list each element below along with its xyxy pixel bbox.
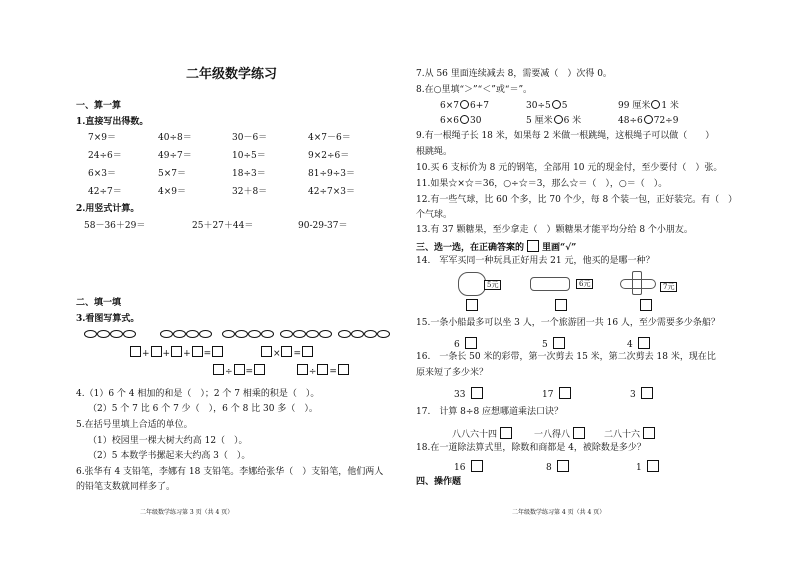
compare-circle[interactable]	[554, 115, 563, 124]
calc-item: 49÷7＝	[158, 151, 192, 161]
calc-item: 9×2÷6＝	[308, 151, 350, 161]
q18: 18.在一道除法算式里，除数和商都是 4，被除数是多少？	[416, 443, 646, 453]
compare-circle[interactable]	[552, 100, 561, 109]
calc-item: 4×9＝	[158, 187, 186, 197]
q5-line-1: （1）校园里一棵大树大约高 12（ ）。	[88, 436, 248, 446]
q13: 13.有 37 颗糖果，至少拿走（ ）颗糖果才能平均分给 8 个小朋友。	[416, 225, 693, 235]
equals-sign: =	[203, 349, 212, 359]
q3-heading: 3.看图写算式。	[76, 314, 140, 324]
section-1-heading: 一、算一算	[76, 101, 122, 111]
divide-sign: ÷	[308, 367, 317, 377]
q10: 10.买 6 支标价为 8 元的钢笔，全部用 10 元的现金付，至少要付（ ）张。	[416, 163, 723, 173]
q17-option-3: 二八十六	[604, 427, 655, 441]
q18-option-1: 16	[454, 460, 483, 474]
calc-item: 81÷9÷3＝	[308, 169, 355, 179]
q7: 7.从 56 里面连续减去 8，需要减（ ）次得 0。	[416, 69, 612, 79]
compare-item: 30÷5 5	[526, 101, 568, 111]
section-4-heading: 四、操作题	[416, 477, 462, 487]
answer-checkbox[interactable]	[559, 387, 571, 399]
page-title: 二年级数学练习	[186, 67, 278, 82]
ring-icon	[293, 330, 306, 338]
ring-icon	[110, 330, 123, 338]
q14: 14. 军军买同一种玩具正好用去 21 元，他买的是哪一种？	[416, 256, 655, 266]
q12-line-1: 12.有一些气球，比 60 个多，比 70 个少，每 8 个装一包，正好装完。有（ ）	[416, 195, 738, 205]
answer-checkbox[interactable]	[555, 299, 567, 311]
ring-icon	[84, 330, 97, 338]
equation-row-1	[129, 346, 314, 360]
section-3-heading: 三、选一选，在正确答案的 里画“√”	[416, 240, 576, 254]
answer-checkbox[interactable]	[471, 460, 483, 472]
answer-checkbox[interactable]	[640, 299, 652, 311]
q12-line-2: 个气球。	[416, 210, 453, 220]
q9-line-2: 根跳绳。	[416, 147, 453, 157]
calc-item: 6×3＝	[88, 169, 116, 179]
calc-item: 7×9＝	[88, 133, 116, 143]
ring-icon	[338, 330, 351, 338]
answer-box[interactable]	[338, 364, 349, 375]
q15-option-1: 6	[454, 337, 477, 351]
q17-option-1: 八八六十四	[452, 427, 512, 441]
answer-box[interactable]	[254, 364, 265, 375]
q18-option-2: 8	[546, 460, 569, 474]
answer-checkbox[interactable]	[638, 337, 650, 349]
q5-heading: 5.在括号里填上合适的单位。	[76, 420, 193, 430]
q1-heading: 1.直接写出得数。	[76, 117, 149, 127]
ring-icon	[173, 330, 186, 338]
vertical-calc-2: 25＋27＋44＝	[192, 221, 254, 231]
answer-box[interactable]	[192, 346, 203, 357]
calc-item: 5×7＝	[158, 169, 186, 179]
q16-line-1: 16. 一条长 50 米的彩带，第一次剪去 15 米，第二次剪去 18 米，现在比	[416, 352, 716, 362]
q14-option-2	[555, 299, 567, 313]
answer-box[interactable]	[213, 364, 224, 375]
answer-box[interactable]	[171, 346, 182, 357]
price-tag: 7元	[660, 282, 677, 292]
answer-box[interactable]	[281, 346, 292, 357]
q5-line-2: （2）5 本数学书摞起来大约高 3（ ）。	[88, 451, 251, 461]
calc-item: 42÷7＝	[88, 187, 122, 197]
q15-option-3: 4	[627, 337, 650, 351]
answer-checkbox[interactable]	[647, 460, 659, 472]
calc-item: 10÷5＝	[232, 151, 266, 161]
q4-line-2: （2）5 个 7 比 6 个 7 少（ ），6 个 8 比 30 多（ ）。	[88, 404, 318, 414]
ring-icon	[364, 330, 377, 338]
ring-icon	[186, 330, 199, 338]
calc-item: 40÷8＝	[158, 133, 192, 143]
ring-icon	[261, 330, 274, 338]
q16-option-1: 33	[454, 387, 483, 401]
calc-item: 30－6＝	[232, 133, 268, 143]
equals-sign: =	[329, 367, 337, 377]
vertical-calc-1: 58－36＋29＝	[84, 221, 146, 231]
ring-icon	[319, 330, 332, 338]
compare-circle[interactable]	[460, 100, 469, 109]
answer-box[interactable]	[261, 346, 272, 357]
answer-box[interactable]	[212, 346, 223, 357]
q15: 15.一条小船最多可以坐 3 人，一个旅游团一共 16 人，至少需要多少条船？	[416, 318, 720, 328]
times-sign: ×	[272, 349, 281, 359]
answer-box[interactable]	[297, 364, 308, 375]
section-2-heading: 二、填一填	[76, 298, 122, 308]
compare-circle[interactable]	[644, 115, 653, 124]
plus-sign: +	[142, 349, 150, 359]
ring-icon	[235, 330, 248, 338]
calc-item: 32＋8＝	[232, 187, 268, 197]
plus-sign: +	[162, 349, 171, 359]
compare-circle[interactable]	[460, 115, 469, 124]
compare-item: 6×7 6+7	[440, 101, 489, 111]
answer-checkbox[interactable]	[573, 427, 585, 439]
answer-checkbox[interactable]	[471, 387, 483, 399]
q16-line-2: 原来短了多少米？	[416, 368, 489, 378]
ring-icon	[97, 330, 110, 338]
q18-option-3: 1	[636, 460, 659, 474]
compare-item: 99 厘米 1 米	[618, 101, 679, 111]
ring-icon	[222, 330, 235, 338]
ring-icon	[248, 330, 261, 338]
q9-line-1: 9.有一根绳子长 18 米，如果每 2 米做一根跳绳，这根绳子可以做（ ）	[416, 131, 715, 141]
answer-box[interactable]	[130, 346, 141, 357]
ring-icon	[351, 330, 364, 338]
ring-icon	[199, 330, 212, 338]
ring-icon	[377, 330, 390, 338]
answer-checkbox[interactable]	[465, 337, 477, 349]
q2-heading: 2.用竖式计算。	[76, 204, 140, 214]
answer-checkbox[interactable]	[643, 427, 655, 439]
q16-option-2: 17	[542, 387, 571, 401]
calc-item: 42÷7×3＝	[308, 187, 355, 197]
equals-sign: =	[245, 367, 254, 377]
answer-checkbox[interactable]	[553, 337, 565, 349]
checkbox-icon	[527, 240, 539, 252]
q4-line-1: 4.（1）6 个 4 相加的和是（ ）；2 个 7 相乘的积是（ ）。	[76, 389, 320, 399]
ring-icon	[280, 330, 293, 338]
q17: 17. 计算 8÷8 应想哪道乘法口诀？	[416, 407, 564, 417]
price-tag: 5元	[484, 280, 501, 290]
calc-item: 18÷3＝	[232, 169, 266, 179]
vertical-calc-3: 90-29-37＝	[298, 221, 348, 231]
q8-heading: 8.在○里填“＞”“＜”或“＝”。	[416, 85, 533, 95]
q14-option-1	[466, 299, 478, 313]
q6-line-1: 6.张华有 4 支铅笔，李娜有 18 支铅笔。李娜给张华（ ）支铅笔，他们两人	[76, 467, 384, 477]
answer-box[interactable]	[317, 364, 328, 375]
ring-icon	[306, 330, 319, 338]
answer-checkbox[interactable]	[641, 387, 653, 399]
ring-icon	[123, 330, 136, 338]
q6-line-2: 的铅笔支数就同样多了。	[76, 482, 176, 492]
compare-item: 6×6 30	[440, 116, 482, 126]
ring-icon	[160, 330, 173, 338]
equals-sign: =	[293, 349, 302, 359]
answer-checkbox[interactable]	[466, 299, 478, 311]
divide-sign: ÷	[225, 367, 233, 377]
calc-item: 24÷6＝	[88, 151, 122, 161]
right-footer: 二年级数学练习第 4 页（共 4 页）	[512, 509, 606, 516]
answer-box[interactable]	[151, 346, 162, 357]
q17-option-2: 一八得八	[534, 427, 585, 441]
answer-box[interactable]	[302, 346, 313, 357]
compare-circle[interactable]	[651, 100, 660, 109]
q15-option-2: 5	[542, 337, 565, 351]
compare-item: 5 厘米 6 米	[526, 116, 582, 126]
price-tag: 6元	[576, 279, 593, 289]
calc-item: 4×7－6＝	[308, 133, 351, 143]
q16-option-3: 3	[630, 387, 653, 401]
q14-option-3	[640, 299, 652, 313]
answer-box[interactable]	[234, 364, 245, 375]
q11: 11.如果☆×☆＝36，○÷☆＝3，那么☆＝（ ），○＝（ ）。	[416, 179, 668, 189]
compare-item: 48÷6 72÷9	[618, 116, 679, 126]
answer-checkbox[interactable]	[500, 427, 512, 439]
answer-checkbox[interactable]	[557, 460, 569, 472]
plus-sign: +	[183, 349, 191, 359]
left-footer: 二年级数学练习第 3 页（共 4 页）	[140, 509, 234, 516]
equation-row-2	[212, 364, 350, 378]
